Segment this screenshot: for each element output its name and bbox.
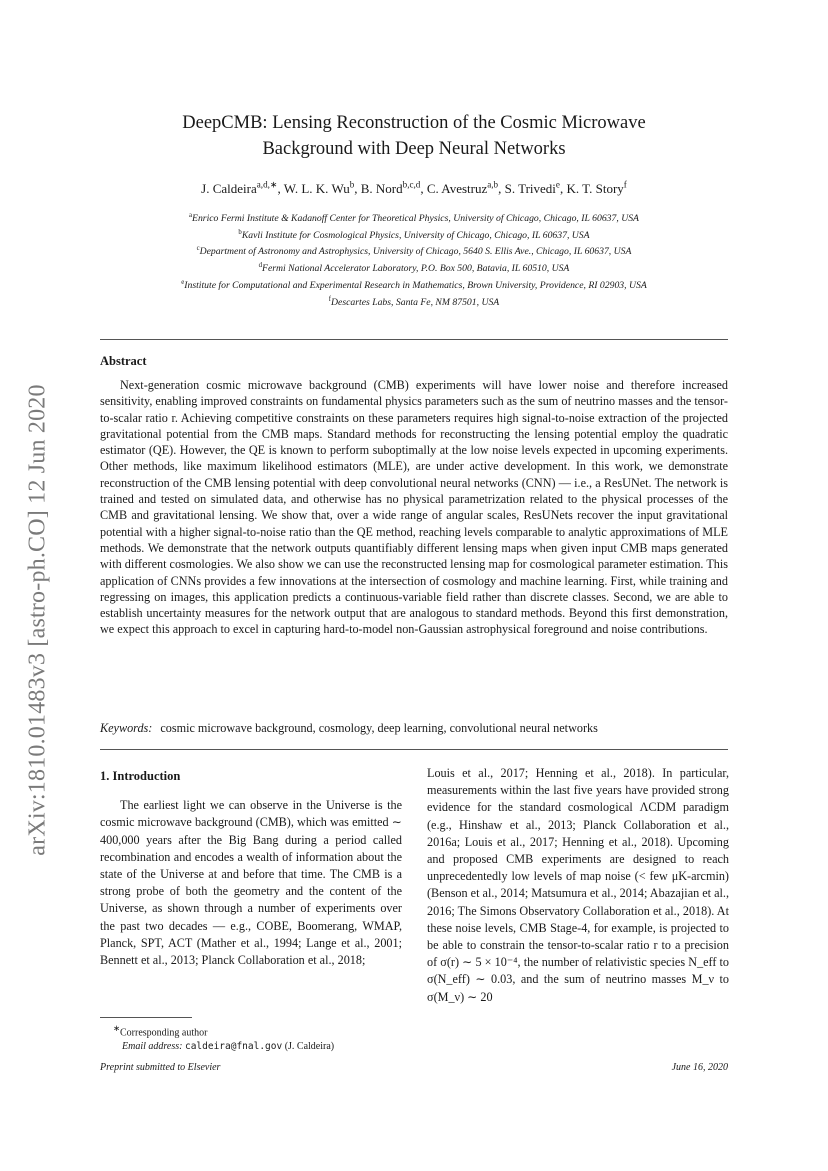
affiliation: $^f$Descartes Labs, Santa Fe, NM 87501, USA — [328, 295, 500, 308]
email-label: Email address: — [122, 1041, 183, 1053]
affiliation: $^d$Fermi National Accelerator Laboratory, P.O. Box 500, Batavia, IL 60510, USA — [258, 262, 570, 275]
footnote-marker: ∗ — [113, 1024, 120, 1033]
keywords-text: cosmic microwave background, cosmology, deep learning, convolutional neural networks — [160, 721, 598, 735]
author: J. Caldeira$^{a,d,∗}$, — [201, 180, 284, 197]
preprint-note: Preprint submitted to Elsevier — [100, 1062, 221, 1073]
arxiv-identifier: arXiv:1810.01483v3 [astro-ph.CO] 12 Jun 2020 — [24, 384, 51, 856]
email-owner: (J. Caldeira) — [284, 1041, 335, 1053]
intro-right-column — [427, 765, 729, 1006]
title-line-1: DeepCMB: Lensing Reconstruction of the Cosmic Microwave — [182, 113, 646, 133]
keywords — [100, 721, 598, 736]
arxiv-sidebar — [18, 340, 58, 900]
footnote-divider — [100, 1017, 192, 1018]
author: K. T. Story$^f$ — [566, 180, 627, 197]
footnote — [100, 1022, 334, 1054]
author: B. Nord$^{b,c,d}$, — [360, 180, 427, 197]
intro-left-column — [100, 768, 402, 969]
author-list — [100, 180, 728, 197]
paper-title — [100, 110, 728, 162]
title-line-2: Background with Deep Neural Networks — [262, 139, 566, 159]
affiliation: $^a$Enrico Fermi Institute & Kadanoff Center for Theoretical Physics, University of Chicago, Chicago, IL 60637, USA — [189, 212, 639, 225]
corresponding-author: Corresponding author — [119, 1027, 208, 1039]
author: W. L. K. Wu$^b$, — [283, 180, 361, 197]
keywords-label: Keywords: — [100, 721, 153, 735]
section-heading: 1. Introduction — [100, 769, 181, 783]
author: S. Trivedi$^e$, — [504, 180, 567, 197]
affiliation-list — [90, 209, 738, 309]
page-date: June 16, 2020 — [671, 1062, 728, 1073]
affiliation: $^b$Kavli Institute for Cosmological Physics, University of Chicago, Chicago, IL 60637, USA — [238, 228, 590, 241]
author: C. Avestruz$^{a,b}$, — [426, 180, 505, 197]
abstract-text: Next-generation cosmic microwave background (CMB) experiments will have lower noise and therefore increased sensitivity, enabling improved constraints on fundamental physics parameters such as the sum of neutrino masses and the tensor-to-scalar ratio r. Achieving competitive constraints on these parameters requires high signal-to-noise extraction of the projected gravitational potential from the CMB maps. Standard methods for reconstructing the lensing potential employ the quadratic estimator (QE). However, the QE is known to perform suboptimally at the low noise levels expected in upcoming experiments. Other methods, like maximum likelihood estimators (MLE), are under active development. In this work, we demonstrate reconstruction of the CMB lensing potential with deep convolutional neural networks (CNN) — i.e., a ResUNet. The network is trained and tested on simulated data, and otherwise has no physical parametrization related to the physical processes of the CMB and gravitational lensing. We show that, over a wide range of angular scales, ResUNets recover the input gravitational potential with a higher signal-to-noise ratio than the QE method, reaching levels comparable to analytic approximations of MLE methods. We demonstrate that the network outputs quantifiably different lensing maps when given input CMB maps generated with different cosmologies. We also show we can use the reconstructed lensing map for cosmological parameter estimation. This application of CNNs provides a few innovations at the intersection of cosmology and machine learning. First, while training and regressing on images, this application predicts a continuous-variable field rather than discrete classes. Second, we are able to establish uncertainty measures for the network output that are analogous to standard methods. Beyond this first demonstration, we expect this approach to excel in capturing hard-to-model non-Gaussian astrophysical foreground and noise contributions. — [100, 378, 728, 637]
affiliation: $^e$Institute for Computational and Experimental Research in Mathematics, Brown University, Providence, RI 02903, USA — [181, 278, 647, 292]
abstract-heading: Abstract — [100, 354, 147, 368]
affiliation: $^c$Department of Astronomy and Astrophysics, University of Chicago, 5640 S. Ellis Ave., Chicago, IL 60637, USA — [196, 245, 632, 258]
intro-paragraph-continued: Louis et al., 2017; Henning et al., 2018). In particular, measurements within the last five years have provided strong evidence for the standard cosmological ΛCDM paradigm (e.g., Hinshaw et al., 2013; Planck Collaboration et al., 2016a; Louis et al., 2017; Henning et al., 2018). Upcoming and proposed CMB experiments are designed to reach unprecedentedly low levels of map noise (< few μK-arcmin) (Benson et al., 2014; Matsumura et al., 2014; Abazajian et al., 2016; The Simons Observatory Collaboration et al., 2018). At these noise levels, CMB Stage-4, for example, is projected to be able to constrain the tensor-to-scalar ratio r to a precision of σ(r) ∼ 5 × 10⁻⁴, the number of relativistic species N_eff to σ(N_eff) ∼ 0.03, and the sum of neutrino masses M_ν to σ(M_ν) ∼ 20 — [427, 766, 729, 1004]
bottom-divider — [100, 749, 728, 750]
top-divider — [100, 339, 728, 340]
intro-paragraph: The earliest light we can observe in the Universe is the cosmic microwave background (CMB), which was emitted ∼ 400,000 years after the Big Bang during a period called recombination and encodes a wealth of information about the state of the Universe at and before that time. The CMB is a strong probe of both the geometry and the content of the Universe, as shown through a number of experiments over the past two decades — e.g., COBE, Boomerang, WMAP, Planck, SPT, ACT (Mather et al., 1994; Lange et al., 2001; Bennett et al., 2013; Planck Collaboration et al., 2018; — [100, 798, 402, 968]
email-address[interactable]: caldeira@fnal.gov — [184, 1041, 283, 1053]
